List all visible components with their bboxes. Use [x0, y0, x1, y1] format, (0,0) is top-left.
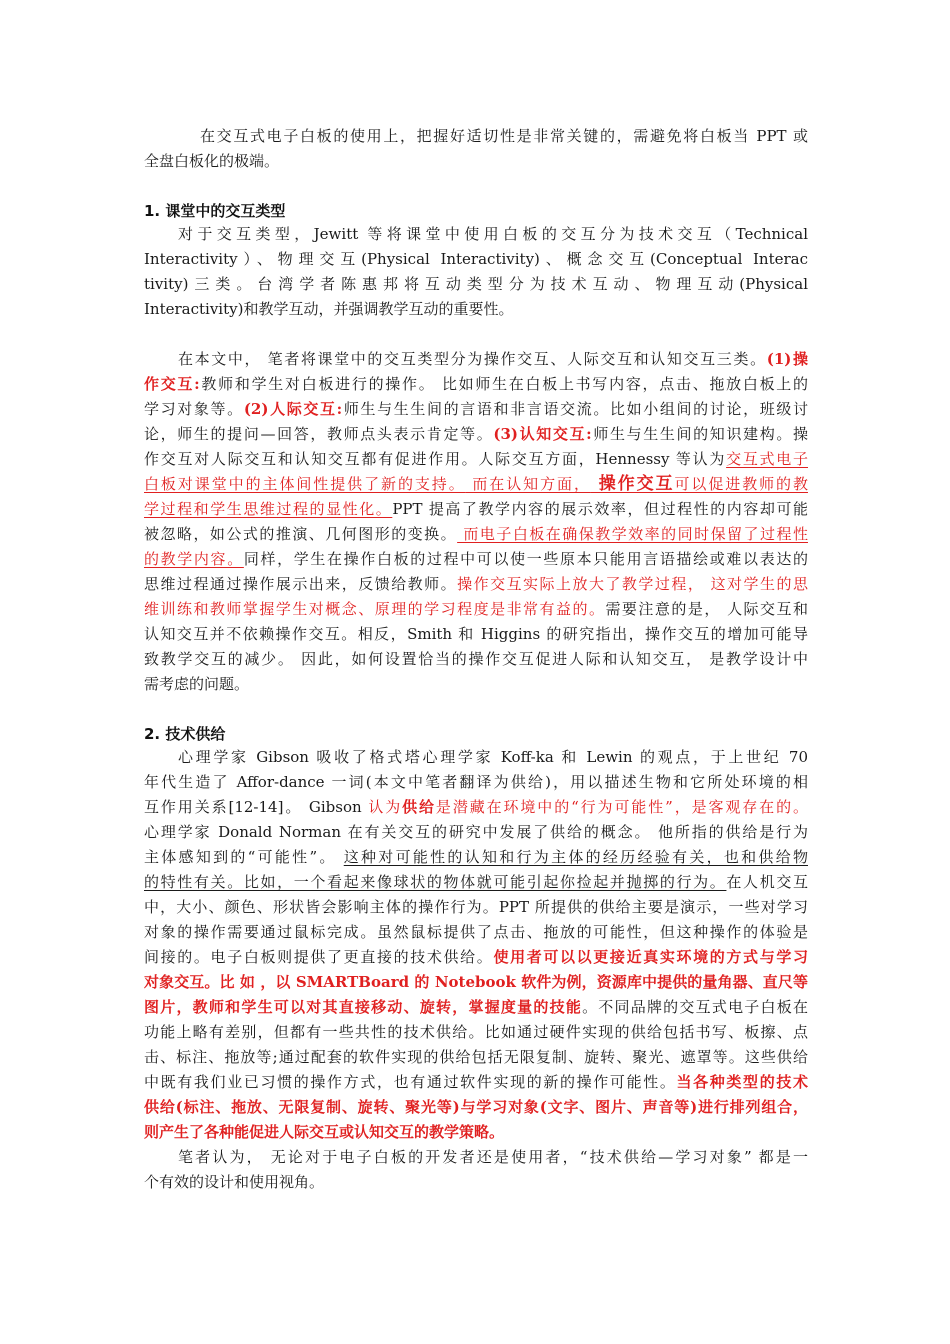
s1p2-line-6 — [144, 472, 808, 497]
s2p1-line-12: 功能上略有差别，但都有一些共性的技术供给。比如通过硬件实现的供给包括书写、板擦、点 — [144, 1023, 808, 1041]
s1p2-text: 学习对象等。 — [144, 400, 244, 418]
s2p1-underlined: 这种对可能性的认知和行为主体的经历经验有关，也和供给物 — [343, 848, 808, 866]
s1p2-line-3 — [144, 397, 808, 422]
s1p1-line-2: Interactivity）、物理交互(Physical Interactivity)、概念交互(Conceptual Interac — [144, 250, 808, 268]
s1p2-text: 被忽略，如公式的推演、几何图形的变换。 — [144, 525, 458, 543]
s1p2-line-2 — [144, 372, 808, 397]
intro-text-1: 在交互式电子白板的使用上，把握好适切性是非常关键的，需避免将白板当 PPT 或 — [200, 127, 808, 145]
s1p2-highlight: 交互式电子 — [726, 450, 808, 468]
s1p2-term-operation: (1)操 — [766, 350, 808, 368]
s1p2-line-4 — [144, 422, 808, 447]
s1p2-text: 教师和学生对白板进行的操作。 比如师生在白板上书写内容，点击、拖放白板上的 — [199, 375, 808, 393]
s1p2-term-interpersonal: (2)人际交互: — [243, 400, 343, 418]
s2p1-text: 主体感知到的“可能性”。 — [144, 848, 344, 866]
s1p2-line-10 — [144, 572, 808, 597]
s1p2-text: 在本文中， 笔者将课堂中的交互类型分为操作交互、人际交互和认知交互三类。 — [178, 350, 767, 368]
s2p1-bold-red: 图片，教师和学生可以对其直接移动、旋转，掌握度量的技能 — [144, 998, 583, 1016]
s2p1-line-7: 中，大小、颜色、形状皆会影响主体的操作行为。PPT 所提供的供给主要是演示，一些对学习 — [144, 898, 808, 916]
s2p1-line-11 — [144, 995, 808, 1020]
intro-text-2: 全盘白板化的极端。 — [144, 152, 280, 170]
s1p2-line-12: 认知交互并不依赖操作交互。相反，Smith 和 Higgins 的研究指出，操作交互的增加可能导 — [144, 625, 808, 643]
s2p1-term-affordance: 供给 — [402, 798, 436, 816]
s1p2-highlight: 的教学内容。 — [144, 550, 244, 568]
s1p2-line-14: 需考虑的问题。 — [144, 675, 250, 693]
s1p2-red-text: 操作交互实际上放大了教学过程， 这对学生的思 — [457, 575, 808, 593]
s2p1-underlined: 的特性有关。比如，一个看起来像球状的物体就可能引起你捡起并抛掷的行为。 — [144, 873, 727, 891]
s2p1-bold-red: 使用者可以以更接近真实环境的方式与学习 — [493, 948, 808, 966]
s1p2-line-13: 致教学交互的减少。 因此，如何设置恰当的操作交互促进人际和认知交互， 是教学设计中 — [144, 650, 808, 668]
s1p2-text: 论，师生的提问—回答，教师点头表示肯定等。 — [144, 425, 494, 443]
intro-line-2 — [144, 149, 808, 174]
s2p1-line-8: 对象的操作需要通过鼠标完成。虽然鼠标提供了点击、拖放的可能性，但这种操作的体验是 — [144, 923, 808, 941]
s1p2-term-operation-2: 作交互: — [144, 375, 200, 393]
s1p2-highlight: 而电子白板在确保教学效率的同时保留了过程性 — [457, 525, 808, 543]
s2p1-line-5 — [144, 845, 808, 870]
s1p2-highlight: 白板对课堂中的主体间性提供了新的支持。 — [144, 475, 466, 493]
s2p1-red-text: 是潜藏在环境中的“行为可能性”，是客观存在的。 — [435, 798, 808, 816]
s2p1-bold-red: 当各种类型的技术 — [676, 1073, 808, 1091]
s1p2-highlight: 而在认知方面， — [465, 475, 591, 493]
s2p2-line-2: 个有效的设计和使用视角。 — [144, 1173, 325, 1191]
s1p2-text: 师生与生生间的言语和非言语交流。比如小组间的讨论，班级讨 — [342, 400, 808, 418]
s2p1-line-14 — [144, 1070, 808, 1095]
s1p2-highlight: 学过程和学生思维过程的显性化。 — [144, 500, 393, 518]
s2p1-line-9 — [144, 945, 808, 970]
s1p2-line-5 — [144, 447, 808, 472]
s1p2-text: 需要注意的是， 人际交互和 — [605, 600, 808, 618]
s2p1-text: 间接的。电子白板则提供了更直接的技术供给。 — [144, 948, 494, 966]
s2p1-line-15: 供给(标注、拖放、无限复制、旋转、聚光等)与学习对象(文字、图片、声音等)进行排列组合， — [144, 1098, 808, 1116]
s2p1-text: 中既有我们业已习惯的操作方式，也有通过软件实现的新的操作可能性。 — [144, 1073, 677, 1091]
s2p2-line-1: 笔者认为， 无论对于电子白板的开发者还是使用者，“技术供给—学习对象” 都是一 — [178, 1148, 808, 1166]
s2p1-line-1: 心理学家 Gibson 吸收了格式塔心理学家 Koff-ka 和 Lewin 的观点，于上世纪 70 — [178, 748, 808, 766]
section-2-heading: 2. 技术供给 — [144, 725, 226, 743]
s1p2-line-11 — [144, 597, 808, 622]
s1p2-highlight-big: 操作交互 — [590, 474, 675, 494]
s2p1-text: 在人机交互 — [726, 873, 808, 891]
s2p1-line-16: 则产生了各种能促进人际交互或认知交互的教学策略。 — [144, 1123, 505, 1141]
s1p2-red-text: 维训练和教师掌握学生对概念、原理的学习程度是非常有益的。 — [144, 600, 606, 618]
s1p1-line-4: Interactivity)和教学互动，并强调教学互动的重要性。 — [144, 300, 514, 318]
s2p1-line-3 — [144, 795, 808, 820]
intro-line-1 — [144, 124, 808, 149]
s1p2-text: PPT 提高了教学内容的展示效率，但过程性的内容却可能 — [392, 500, 808, 518]
s2p1-red-text: 认为 — [368, 798, 403, 816]
s1p2-line-8 — [144, 522, 808, 547]
s2p1-line-13: 击、标注、拖放等;通过配套的软件实现的供给包括无限复制、旋转、聚光、遮罩等。这些供给 — [144, 1048, 808, 1066]
s2p1-line-4: 心理学家 Donald Norman 在有关交互的研究中发展了供给的概念。 他所指的供给是行为 — [144, 823, 808, 841]
s1p1-line-3: tivity)三类。台湾学者陈惠邦将互动类型分为技术互动、物理互动(Physical — [144, 275, 808, 293]
section-1-heading: 1. 课堂中的交互类型 — [144, 202, 286, 220]
s2p1-line-2: 年代生造了 Affor-dance 一词(本文中笔者翻译为供给)，用以描述生物和它所处环境的相 — [144, 773, 808, 791]
s1p2-line-9 — [144, 547, 808, 572]
s1p2-text: 同样，学生在操作白板的过程中可以使一些原本只能用言语描绘或难以表达的 — [243, 550, 808, 568]
s1p1-line-1: 对于交互类型，Jewitt 等将课堂中使用白板的交互分为技术交互（Technical — [178, 225, 808, 243]
s1p2-line-1 — [144, 347, 808, 372]
s1p2-text: 师生与生生间的知识建构。操 — [591, 425, 808, 443]
s1p2-text: 作交互对人际交互和认知交互都有促进作用。人际交互方面，Hennessy 等认为 — [144, 450, 727, 468]
s2p1-text: 。不同品牌的交互式电子白板在 — [582, 998, 808, 1016]
s2p1-text: 互作用关系[12-14]。 Gibson — [144, 798, 369, 816]
s1p2-line-7 — [144, 497, 808, 522]
s1p2-text: 思维过程通过操作展示出来，反馈给教师。 — [144, 575, 458, 593]
s1p2-highlight: 可以促进教师的教 — [674, 475, 808, 493]
s1p2-term-cognitive: (3)认知交互: — [493, 425, 592, 443]
s2p1-line-6 — [144, 870, 808, 895]
s2p1-line-10: 对象交互。比 如 ，以 SMARTBoard 的 Notebook 软件为例，资源库中提供的量角器、直尺等 — [144, 973, 808, 991]
